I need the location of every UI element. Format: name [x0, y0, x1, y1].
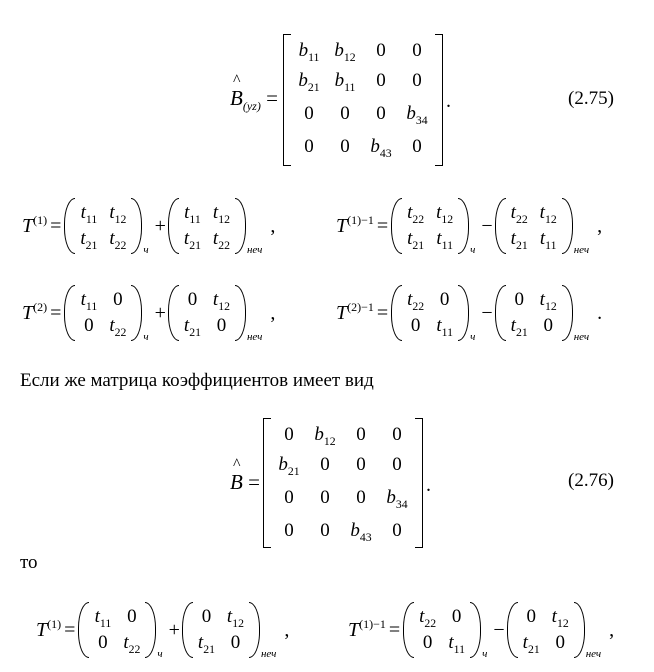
matrix-cell	[103, 202, 132, 224]
eq276-cells	[271, 420, 415, 546]
first-subscript: ч	[482, 648, 488, 660]
matrix-entry: $t_{12}$	[226, 606, 244, 630]
matrix-cell	[192, 632, 221, 654]
matrix-cell	[207, 315, 236, 337]
second-matrix	[495, 198, 573, 254]
second-subscript: неч	[585, 648, 602, 660]
expr-lhs	[336, 299, 391, 325]
expr-var: T	[22, 301, 34, 324]
matrix-cells	[192, 604, 250, 656]
matrix-entry: $t_{11}$	[80, 202, 98, 226]
eq276-equals: =	[248, 470, 260, 494]
first-matrix	[64, 198, 142, 254]
first-subscript: ч	[470, 244, 476, 256]
matrix-entry: 0	[392, 454, 402, 475]
matrix-cell	[546, 606, 575, 628]
matrix-entry: $b_{11}$	[334, 70, 356, 94]
expr-lhs	[36, 616, 78, 642]
matrix-entry: $t_{12}$	[109, 202, 127, 226]
matrix-cell	[343, 454, 379, 476]
matrix-cell	[271, 487, 307, 509]
matrix-cell	[363, 103, 399, 125]
matrix-cell	[207, 228, 236, 250]
eq275-right-bracket	[435, 34, 443, 166]
eq275-cells	[291, 36, 435, 164]
t1-expression	[22, 196, 275, 256]
eq276-period: .	[426, 474, 431, 496]
matrix-cells	[413, 604, 471, 656]
matrix-cell	[546, 632, 575, 654]
matrix-cell	[534, 289, 563, 311]
right-parenthesis	[131, 285, 142, 341]
expr-sup: (2)	[33, 299, 48, 314]
matrix-entry: 0	[356, 454, 366, 475]
matrix-entry: 0	[340, 136, 350, 157]
eq276-hat: ^	[233, 456, 241, 473]
matrix-cell	[271, 424, 307, 446]
eq275-left-bracket	[283, 34, 291, 166]
matrix-cells	[74, 287, 132, 339]
matrix-entry: $t_{22}$	[407, 202, 425, 226]
matrix-cells	[74, 200, 132, 252]
matrix-entry: $b_{43}$	[370, 136, 392, 160]
matrix-entry: $t_{11}$	[436, 315, 453, 339]
matrix-cell	[307, 424, 343, 446]
expr-end: .	[597, 301, 603, 324]
matrix-cells	[88, 604, 146, 656]
expr-equals: =	[388, 618, 401, 641]
matrix-cell	[192, 606, 221, 628]
right-parenthesis	[249, 602, 260, 658]
matrix-entry: $t_{11}$	[80, 289, 98, 313]
matrix-entry: $t_{21}$	[510, 315, 528, 339]
matrix-cell	[307, 487, 343, 509]
matrix-cell	[221, 606, 250, 628]
matrix-entry: 0	[320, 487, 330, 508]
first-subscript: ч	[470, 331, 476, 343]
matrix-entry: $t_{21}$	[407, 228, 425, 252]
matrix-cell	[363, 70, 399, 92]
second-matrix	[507, 602, 585, 658]
matrix-entry: 0	[284, 520, 294, 541]
right-parenthesis	[131, 198, 142, 254]
matrix-cells	[401, 200, 459, 252]
expr-end: ,	[270, 214, 276, 237]
matrix-cell	[327, 136, 363, 158]
matrix-cell	[401, 289, 430, 311]
matrix-entry: $b_{12}$	[334, 40, 356, 64]
right-parenthesis	[562, 198, 573, 254]
eq275-sub: (yz)	[242, 99, 261, 114]
matrix-entry: 0	[230, 632, 241, 653]
expr-operator: −	[481, 214, 493, 237]
second-subscript: неч	[573, 331, 590, 343]
eq275-var: B	[230, 86, 243, 110]
matrix-cell	[178, 289, 207, 311]
matrix-entry: 0	[451, 606, 462, 627]
matrix-cell	[291, 103, 327, 125]
matrix-cell	[327, 70, 363, 92]
matrix-cell	[517, 632, 546, 654]
matrix-entry: $t_{22}$	[407, 289, 425, 313]
expr-var: T	[22, 214, 34, 237]
matrix-entry: $t_{12}$	[212, 202, 230, 226]
matrix-entry: $b_{11}$	[298, 40, 320, 64]
matrix-entry: $t_{11}$	[94, 606, 112, 630]
expr-lhs	[348, 616, 403, 642]
matrix-entry: $t_{11}$	[184, 202, 201, 226]
second-subscript: неч	[246, 331, 263, 343]
matrix-entry: $t_{11}$	[539, 228, 557, 252]
equation-2-75	[230, 34, 460, 166]
matrix-entry: $t_{11}$	[436, 228, 453, 252]
expr-sup: (1)−1	[347, 212, 374, 227]
matrix-cell	[271, 454, 307, 476]
eq275-period: .	[446, 90, 451, 112]
matrix-cell	[363, 136, 399, 158]
right-parenthesis	[470, 602, 481, 658]
expr-var: T	[36, 618, 48, 641]
second-subscript: неч	[260, 648, 277, 660]
matrix-entry: 0	[412, 40, 422, 61]
expr-var: T	[336, 214, 348, 237]
expr-equals: =	[376, 214, 389, 237]
first-matrix	[403, 602, 481, 658]
eq275-number: (2.75)	[568, 88, 614, 109]
right-parenthesis	[458, 198, 469, 254]
matrix-cell	[117, 632, 146, 654]
matrix-cell	[327, 40, 363, 62]
matrix-cell	[307, 520, 343, 542]
matrix-cell	[178, 315, 207, 337]
eq276-lhs	[230, 456, 260, 495]
matrix-entry: 0	[543, 315, 553, 336]
matrix-entry: 0	[392, 520, 402, 541]
matrix-entry: 0	[127, 606, 137, 627]
matrix-cell	[413, 606, 442, 628]
matrix-entry: 0	[410, 315, 421, 336]
matrix-cell	[88, 606, 117, 628]
matrix-entry: $t_{12}$	[539, 202, 557, 226]
second-matrix	[168, 285, 246, 341]
matrix-entry: 0	[356, 424, 366, 445]
matrix-entry: $t_{22}$	[212, 228, 230, 252]
t1-inverse-expression-second	[348, 600, 614, 660]
matrix-entry: $t_{21}$	[510, 228, 528, 252]
matrix-cell	[379, 424, 415, 446]
matrix-entry: 0	[113, 289, 123, 310]
matrix-cell	[430, 315, 459, 337]
t1-inverse-expression	[336, 196, 602, 256]
matrix-entry: $t_{12}$	[436, 202, 454, 226]
matrix-cell	[399, 40, 435, 62]
matrix-cell	[505, 228, 534, 250]
matrix-cell	[363, 40, 399, 62]
matrix-cell	[505, 202, 534, 224]
matrix-entry: 0	[376, 103, 386, 124]
matrix-cell	[207, 289, 236, 311]
matrix-entry: $t_{12}$	[539, 289, 557, 313]
expr-var: T	[348, 618, 360, 641]
matrix-entry: $t_{21}$	[80, 228, 98, 252]
matrix-cell	[430, 289, 459, 311]
matrix-cell	[534, 202, 563, 224]
matrix-entry: $t_{12}$	[551, 606, 569, 630]
matrix-cells	[178, 200, 236, 252]
matrix-entry: $b_{43}$	[350, 520, 372, 544]
first-subscript: ч	[157, 648, 163, 660]
eq275-equals: =	[266, 86, 278, 110]
expr-var: T	[336, 301, 348, 324]
right-parenthesis	[574, 602, 585, 658]
right-parenthesis	[562, 285, 573, 341]
second-subscript: неч	[573, 244, 590, 256]
first-subscript: ч	[143, 244, 149, 256]
matrix-cell	[291, 70, 327, 92]
matrix-cell	[401, 202, 430, 224]
expr-sup: (1)	[47, 616, 62, 631]
matrix-cell	[343, 424, 379, 446]
expr-sup: (1)−1	[359, 616, 386, 631]
matrix-cell	[505, 289, 534, 311]
expr-operator: −	[481, 301, 493, 324]
matrix-entry: 0	[304, 103, 314, 124]
matrix-entry: $b_{21}$	[278, 454, 300, 478]
matrix-entry: $t_{22}$	[123, 632, 141, 656]
matrix-entry: 0	[412, 136, 422, 157]
matrix-cell	[117, 606, 146, 628]
matrix-cells	[517, 604, 575, 656]
expr-sup: (2)−1	[347, 299, 374, 314]
matrix-cell	[505, 315, 534, 337]
second-matrix	[168, 198, 246, 254]
matrix-cell	[379, 454, 415, 476]
matrix-entry: 0	[392, 424, 402, 445]
matrix-cell	[178, 202, 207, 224]
matrix-cell	[401, 315, 430, 337]
equation-2-76	[230, 418, 450, 548]
matrix-entry: $t_{22}$	[109, 315, 127, 339]
matrix-entry: 0	[84, 315, 94, 336]
expr-operator: −	[493, 618, 505, 641]
matrix-entry: 0	[98, 632, 108, 653]
eq276-matrix	[263, 418, 423, 548]
matrix-entry: $b_{34}$	[386, 487, 408, 511]
matrix-cell	[442, 632, 471, 654]
matrix-cell	[379, 520, 415, 542]
matrix-cells	[178, 287, 236, 339]
matrix-entry: 0	[376, 40, 386, 61]
matrix-entry: 0	[304, 136, 314, 157]
matrix-entry: 0	[201, 606, 212, 627]
matrix-entry: 0	[320, 454, 330, 475]
expr-end: ,	[270, 301, 276, 324]
matrix-cell	[343, 520, 379, 542]
matrix-entry: $b_{34}$	[406, 103, 428, 127]
expr-equals: =	[50, 214, 62, 237]
matrix-entry: 0	[284, 424, 294, 445]
paragraph-matrix-form: Если же матрица коэффициентов имеет вид	[20, 370, 374, 391]
matrix-entry: 0	[439, 289, 450, 310]
matrix-cell	[343, 487, 379, 509]
expr-end: ,	[284, 618, 290, 641]
matrix-cell	[291, 40, 327, 62]
t1-expression-second	[36, 600, 289, 660]
matrix-entry: 0	[514, 289, 524, 310]
eq275-lhs	[230, 72, 278, 114]
eq276-right-bracket	[415, 418, 423, 548]
matrix-cell	[88, 632, 117, 654]
first-matrix	[64, 285, 142, 341]
second-matrix	[182, 602, 260, 658]
expr-lhs	[22, 299, 64, 325]
matrix-entry: $t_{21}$	[197, 632, 215, 656]
expr-operator: +	[168, 618, 180, 641]
eq276-left-bracket	[263, 418, 271, 548]
expr-lhs	[22, 212, 64, 238]
matrix-cell	[291, 136, 327, 158]
matrix-cell	[103, 228, 132, 250]
matrix-entry: $t_{21}$	[522, 632, 540, 656]
matrix-cell	[74, 202, 103, 224]
matrix-entry: 0	[356, 487, 366, 508]
right-parenthesis	[235, 285, 246, 341]
matrix-cell	[74, 315, 103, 337]
matrix-entry: 0	[187, 289, 198, 310]
matrix-entry: $t_{21}$	[183, 228, 201, 252]
matrix-entry: 0	[216, 315, 227, 336]
matrix-cell	[74, 289, 103, 311]
expr-equals: =	[64, 618, 76, 641]
eq276-var: B	[230, 470, 243, 494]
matrix-entry: $t_{22}$	[109, 228, 127, 252]
matrix-cell	[379, 487, 415, 509]
expr-lhs	[336, 212, 391, 238]
eq276-number: (2.76)	[568, 470, 614, 491]
matrix-cell	[103, 315, 132, 337]
matrix-entry: 0	[526, 606, 536, 627]
right-parenthesis	[145, 602, 156, 658]
matrix-cells	[505, 287, 563, 339]
eq275-hat: ^	[233, 72, 241, 89]
matrix-cell	[534, 228, 563, 250]
matrix-entry: $t_{11}$	[448, 632, 465, 656]
matrix-cell	[103, 289, 132, 311]
matrix-entry: 0	[340, 103, 350, 124]
matrix-cell	[401, 228, 430, 250]
matrix-cell	[307, 454, 343, 476]
matrix-cell	[207, 202, 236, 224]
t2-inverse-expression	[336, 283, 602, 343]
matrix-cell	[430, 202, 459, 224]
matrix-cell	[178, 228, 207, 250]
matrix-entry: 0	[284, 487, 294, 508]
matrix-cell	[221, 632, 250, 654]
expr-operator: +	[154, 301, 166, 324]
matrix-entry: 0	[555, 632, 565, 653]
matrix-cell	[534, 315, 563, 337]
second-matrix	[495, 285, 573, 341]
matrix-cell	[399, 70, 435, 92]
matrix-cell	[399, 136, 435, 158]
matrix-cell	[442, 606, 471, 628]
expr-operator: +	[154, 214, 166, 237]
matrix-cell	[327, 103, 363, 125]
first-matrix	[78, 602, 156, 658]
matrix-entry: $t_{22}$	[510, 202, 528, 226]
right-parenthesis	[458, 285, 469, 341]
expr-sup: (1)	[33, 212, 48, 227]
first-subscript: ч	[143, 331, 149, 343]
first-matrix	[391, 285, 469, 341]
matrix-entry: 0	[412, 70, 422, 91]
first-matrix	[391, 198, 469, 254]
paragraph-then: то	[20, 552, 38, 573]
matrix-cell	[74, 228, 103, 250]
matrix-cells	[401, 287, 459, 339]
expr-end: ,	[597, 214, 603, 237]
matrix-cell	[271, 520, 307, 542]
second-subscript: неч	[246, 244, 263, 256]
matrix-entry: $t_{22}$	[419, 606, 437, 630]
right-parenthesis	[235, 198, 246, 254]
expr-equals: =	[50, 301, 62, 324]
matrix-entry: 0	[422, 632, 433, 653]
expr-end: ,	[609, 618, 615, 641]
matrix-cell	[399, 103, 435, 125]
matrix-entry: $b_{21}$	[298, 70, 320, 94]
matrix-cell	[430, 228, 459, 250]
t2-expression	[22, 283, 275, 343]
matrix-cells	[505, 200, 563, 252]
eq275-matrix	[283, 34, 443, 166]
matrix-entry: 0	[376, 70, 386, 91]
matrix-entry: $t_{12}$	[212, 289, 230, 313]
matrix-cell	[517, 606, 546, 628]
matrix-entry: $b_{12}$	[314, 424, 336, 448]
matrix-cell	[413, 632, 442, 654]
matrix-entry: $t_{21}$	[183, 315, 201, 339]
matrix-entry: 0	[320, 520, 330, 541]
expr-equals: =	[376, 301, 389, 324]
